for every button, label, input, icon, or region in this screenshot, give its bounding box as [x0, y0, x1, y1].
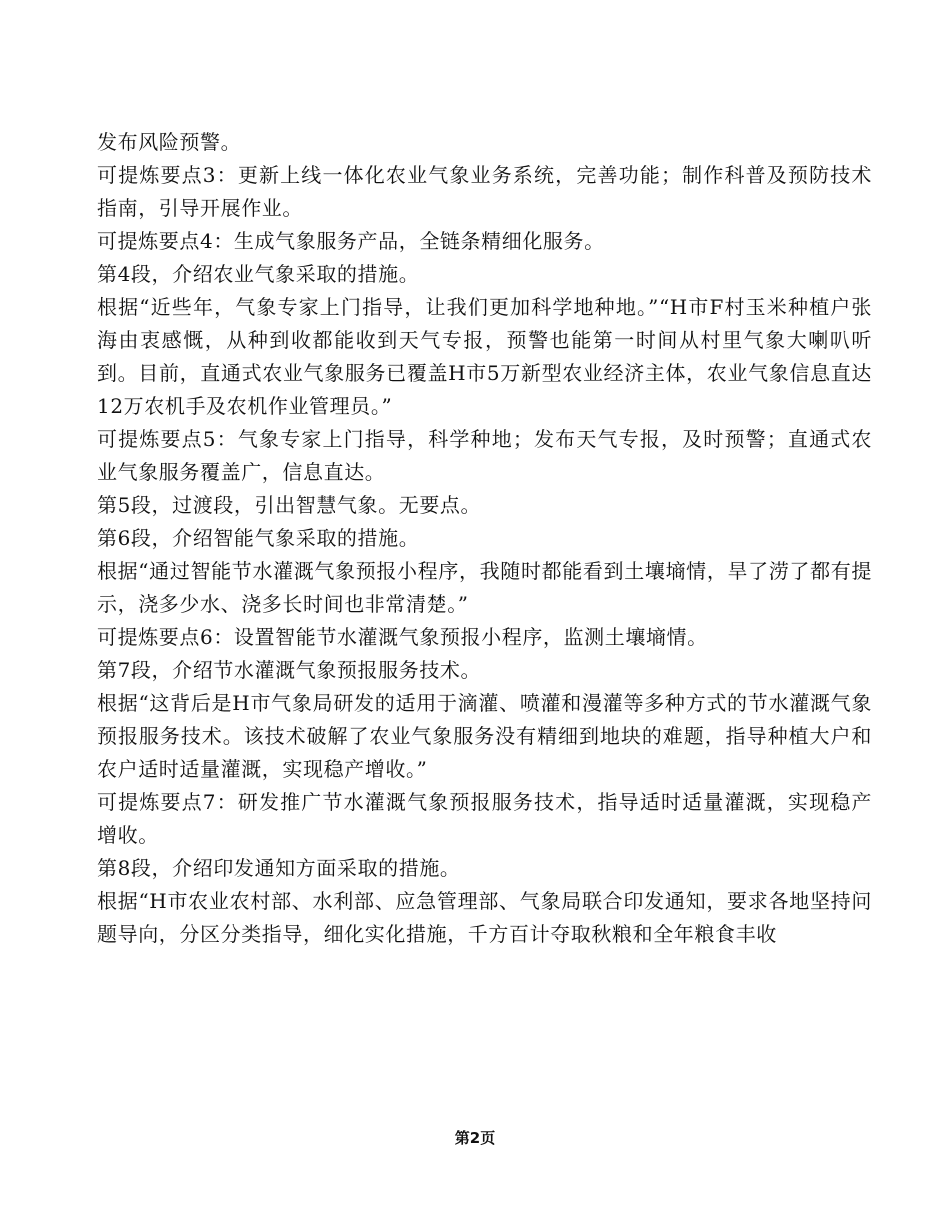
paragraph: 第7段，介绍节水灌溉气象预报服务技术。 — [97, 658, 482, 682]
document-body — [97, 126, 872, 951]
paragraph: 第5段，过渡段，引出智慧气象。无要点。 — [97, 493, 482, 517]
paragraph: 根据“通过智能节水灌溉气象预报小程序，我随时都能看到土壤墒情，旱了涝了都有提示，浇多少水、浇多长时间也非常清楚。” — [97, 559, 872, 616]
paragraph: 根据“近些年，气象专家上门指导，让我们更加科学地种地。”“H市F村玉米种植户张海由衷感慨，从种到收都能收到天气专报，预警也能第一时间从村里气象大喇叭听到。目前，直通式农业气象服务已覆盖H市5万新型农业经济主体，农业气象信息直达12万农机手及农机作业管理员。” — [97, 295, 872, 418]
paragraph: 可提炼要点3：更新上线一体化农业气象业务系统，完善功能；制作科普及预防技术指南，引导开展作业。 — [97, 163, 872, 220]
paragraph: 可提炼要点6：设置智能节水灌溉气象预报小程序，监测土壤墒情。 — [97, 625, 708, 649]
page-number: 第2页 — [454, 1129, 496, 1147]
paragraph: 可提炼要点4：生成气象服务产品，全链条精细化服务。 — [97, 229, 605, 253]
paragraph: 第4段，介绍农业气象采取的措施。 — [97, 262, 420, 286]
paragraph: 第8段，介绍印发通知方面采取的措施。 — [97, 856, 461, 880]
paragraph: 根据“H市农业农村部、水利部、应急管理部、气象局联合印发通知，要求各地坚持问题导向，分区分类指导，细化实化措施，千方百计夺取秋粮和全年粮食丰收 — [97, 889, 872, 946]
paragraph: 可提炼要点5：气象专家上门指导，科学种地；发布天气专报，及时预警；直通式农业气象服务覆盖广，信息直达。 — [97, 427, 872, 484]
paragraph: 可提炼要点7：研发推广节水灌溉气象预报服务技术，指导适时适量灌溉，实现稳产增收。 — [97, 790, 872, 847]
paragraph: 根据“这背后是H市气象局研发的适用于滴灌、喷灌和漫灌等多种方式的节水灌溉气象预报服务技术。该技术破解了农业气象服务没有精细到地块的难题，指导种植大户和农户适时适量灌溉，实现稳产增收。” — [97, 691, 872, 781]
paragraph: 发布风险预警。 — [97, 130, 242, 154]
paragraph: 第6段，介绍智能气象采取的措施。 — [97, 526, 420, 550]
